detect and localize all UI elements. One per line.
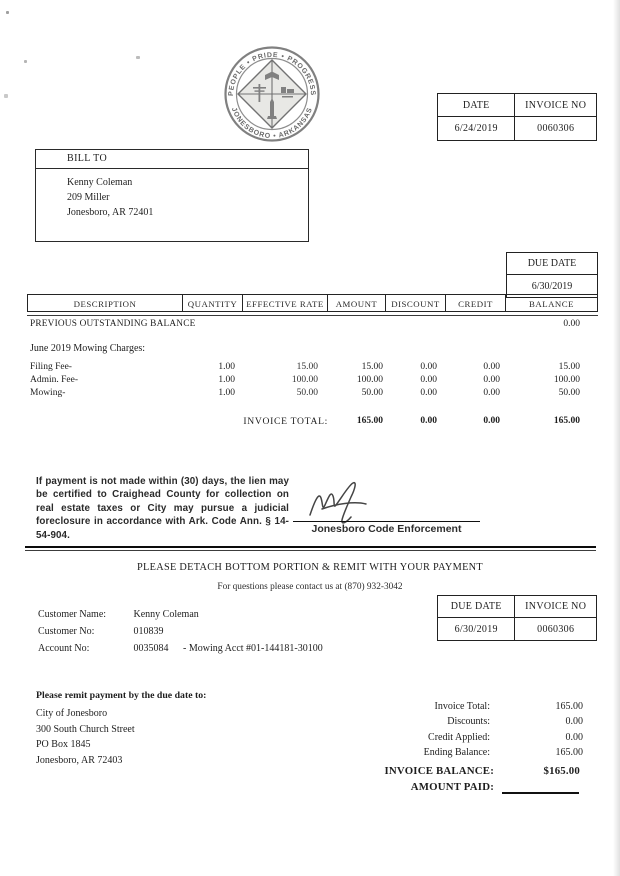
summary-row <box>380 699 583 714</box>
summary-value: 165.00 <box>555 747 583 759</box>
summary-value: 165.00 <box>555 701 583 712</box>
remit-address-line: PO Box 1845 <box>36 739 91 751</box>
cell-quantity: 1.00 <box>218 375 235 385</box>
summary-label: Discounts: <box>447 716 490 728</box>
signature-org: Jonesboro Code Enforcement <box>311 523 462 535</box>
cell-description: Filing Fee- <box>30 362 72 372</box>
cell-description: Mowing- <box>30 388 66 398</box>
previous-balance-label: PREVIOUS OUTSTANDING BALANCE <box>30 319 196 329</box>
customer-name-row <box>38 609 199 620</box>
charge-group-label: June 2019 Mowing Charges: <box>30 343 146 354</box>
detach-divider <box>25 546 596 551</box>
total-balance: 165.00 <box>553 416 580 426</box>
amount-paid-line <box>502 792 579 794</box>
col-amount: AMOUNT <box>328 294 386 312</box>
invoice-balance-row <box>380 765 580 777</box>
remit-address-line: Jonesboro, AR 72403 <box>36 754 123 766</box>
lien-notice: If payment is not made within (30) days, the lien may be certified to Craighead County for collection on real estate taxes or City may pursue a judicial foreclosure in accordance with Ark. Code Ann. § 14-54-904. <box>36 476 289 541</box>
customer-no-label: Customer No: <box>38 626 95 637</box>
account-no-value: 0035084 <box>133 643 169 654</box>
remit-heading: Please remit payment by the due date to: <box>36 690 207 701</box>
due-date-box <box>506 252 598 298</box>
cell-rate: 50.00 <box>296 388 318 398</box>
cell-discount: 0.00 <box>420 375 437 385</box>
bill-to-name: Kenny Coleman <box>67 177 133 188</box>
total-amount: 165.00 <box>356 416 383 426</box>
col-discount: DISCOUNT <box>386 294 446 312</box>
bill-to-label: BILL TO <box>36 150 308 169</box>
summary-row <box>380 730 583 745</box>
invoice-total-label: INVOICE TOTAL: <box>243 416 328 427</box>
cell-quantity: 1.00 <box>218 362 235 372</box>
seal-bottom-text: JONESBORO • ARKANSAS <box>229 106 315 141</box>
previous-balance-value: 0.00 <box>563 319 580 329</box>
invoice-balance-value: $165.00 <box>543 765 580 777</box>
previous-balance-row <box>27 318 598 331</box>
date-header: DATE <box>438 94 515 117</box>
stub-invoice-no-value: 0060306 <box>537 623 575 635</box>
stub-invoice-no-header: INVOICE NO <box>515 596 596 618</box>
summary-row <box>380 714 583 729</box>
cell-balance: 15.00 <box>558 362 580 372</box>
invoice-total-row <box>27 415 598 428</box>
remit-address <box>36 706 135 768</box>
seal-top-text: PEOPLE • PRIDE • PROGRESS <box>227 51 317 97</box>
jonesboro-seal-icon <box>222 44 322 144</box>
stub-due-date-value: 6/30/2019 <box>438 618 515 640</box>
summary-value: 0.00 <box>565 731 583 743</box>
remit-address-line: City of Jonesboro <box>36 708 108 719</box>
charge-row <box>27 374 598 387</box>
scan-edge-shadow <box>613 0 620 876</box>
customer-no-value: 010839 <box>133 626 164 637</box>
cell-amount: 15.00 <box>361 362 383 372</box>
scan-speck <box>4 94 8 98</box>
charge-row <box>27 361 598 374</box>
cell-discount: 0.00 <box>420 362 437 372</box>
scan-speck <box>6 11 9 14</box>
cell-discount: 0.00 <box>420 388 437 398</box>
col-credit: CREDIT <box>446 294 506 312</box>
cell-credit: 0.00 <box>483 388 500 398</box>
signature-rule <box>293 521 480 522</box>
detach-instruction: PLEASE DETACH BOTTOM PORTION & REMIT WITH YOUR PAYMENT <box>137 562 483 573</box>
summary-label: Ending Balance: <box>423 747 490 759</box>
customer-name-value: Kenny Coleman <box>133 609 199 620</box>
bill-to-street: 209 Miller <box>67 192 110 203</box>
scan-speck <box>24 60 27 63</box>
cell-credit: 0.00 <box>483 375 500 385</box>
cell-amount: 50.00 <box>361 388 383 398</box>
stub-due-date-header: DUE DATE <box>438 596 515 618</box>
total-credit: 0.00 <box>483 416 500 426</box>
due-date-value: 6/30/2019 <box>531 280 573 292</box>
cell-description: Admin. Fee- <box>30 375 79 385</box>
account-no-row <box>38 643 323 654</box>
due-date-header: DUE DATE <box>507 253 597 275</box>
invoice-header-box <box>437 93 597 141</box>
cell-balance: 100.00 <box>553 375 580 385</box>
col-description: DESCRIPTION <box>27 294 183 312</box>
summary-label: Invoice Total: <box>434 701 490 712</box>
charges-table-header <box>27 294 598 312</box>
account-no-label: Account No: <box>38 643 90 654</box>
account-note: - Mowing Acct #01-144181-30100 <box>183 643 323 654</box>
cell-credit: 0.00 <box>483 362 500 372</box>
header-double-rule <box>27 315 598 316</box>
customer-name-label: Customer Name: <box>38 609 107 620</box>
invoice-no-value: 0060306 <box>537 123 575 134</box>
signature <box>300 477 440 525</box>
summary-value: 0.00 <box>565 716 583 728</box>
invoice-no-header: INVOICE NO <box>515 94 596 117</box>
col-quantity: QUANTITY <box>183 294 243 312</box>
bill-to-city: Jonesboro, AR 72401 <box>67 207 154 218</box>
cell-rate: 100.00 <box>291 375 318 385</box>
col-balance: BALANCE <box>506 294 598 312</box>
date-value: 6/24/2019 <box>438 117 515 140</box>
totals-summary <box>380 699 583 761</box>
cell-rate: 15.00 <box>296 362 318 372</box>
handwritten-signature-icon <box>300 477 440 525</box>
charge-row <box>27 387 598 400</box>
cell-quantity: 1.00 <box>218 388 235 398</box>
scan-speck <box>136 56 140 59</box>
customer-no-row <box>38 626 164 637</box>
invoice-balance-label: INVOICE BALANCE: <box>384 765 494 777</box>
summary-label: Credit Applied: <box>428 731 490 743</box>
cell-balance: 50.00 <box>558 388 580 398</box>
cell-amount: 100.00 <box>356 375 383 385</box>
stub-header-box <box>437 595 597 641</box>
col-effective-rate: EFFECTIVE RATE <box>243 294 328 312</box>
summary-row <box>380 745 583 760</box>
amount-paid-label: AMOUNT PAID: <box>410 781 494 793</box>
total-discount: 0.00 <box>420 416 437 426</box>
contact-line: For questions please contact us at (870) 932-3042 <box>217 582 403 592</box>
city-seal <box>222 44 322 144</box>
bill-to-box <box>35 149 309 242</box>
remit-address-line: 300 South Church Street <box>36 723 135 735</box>
